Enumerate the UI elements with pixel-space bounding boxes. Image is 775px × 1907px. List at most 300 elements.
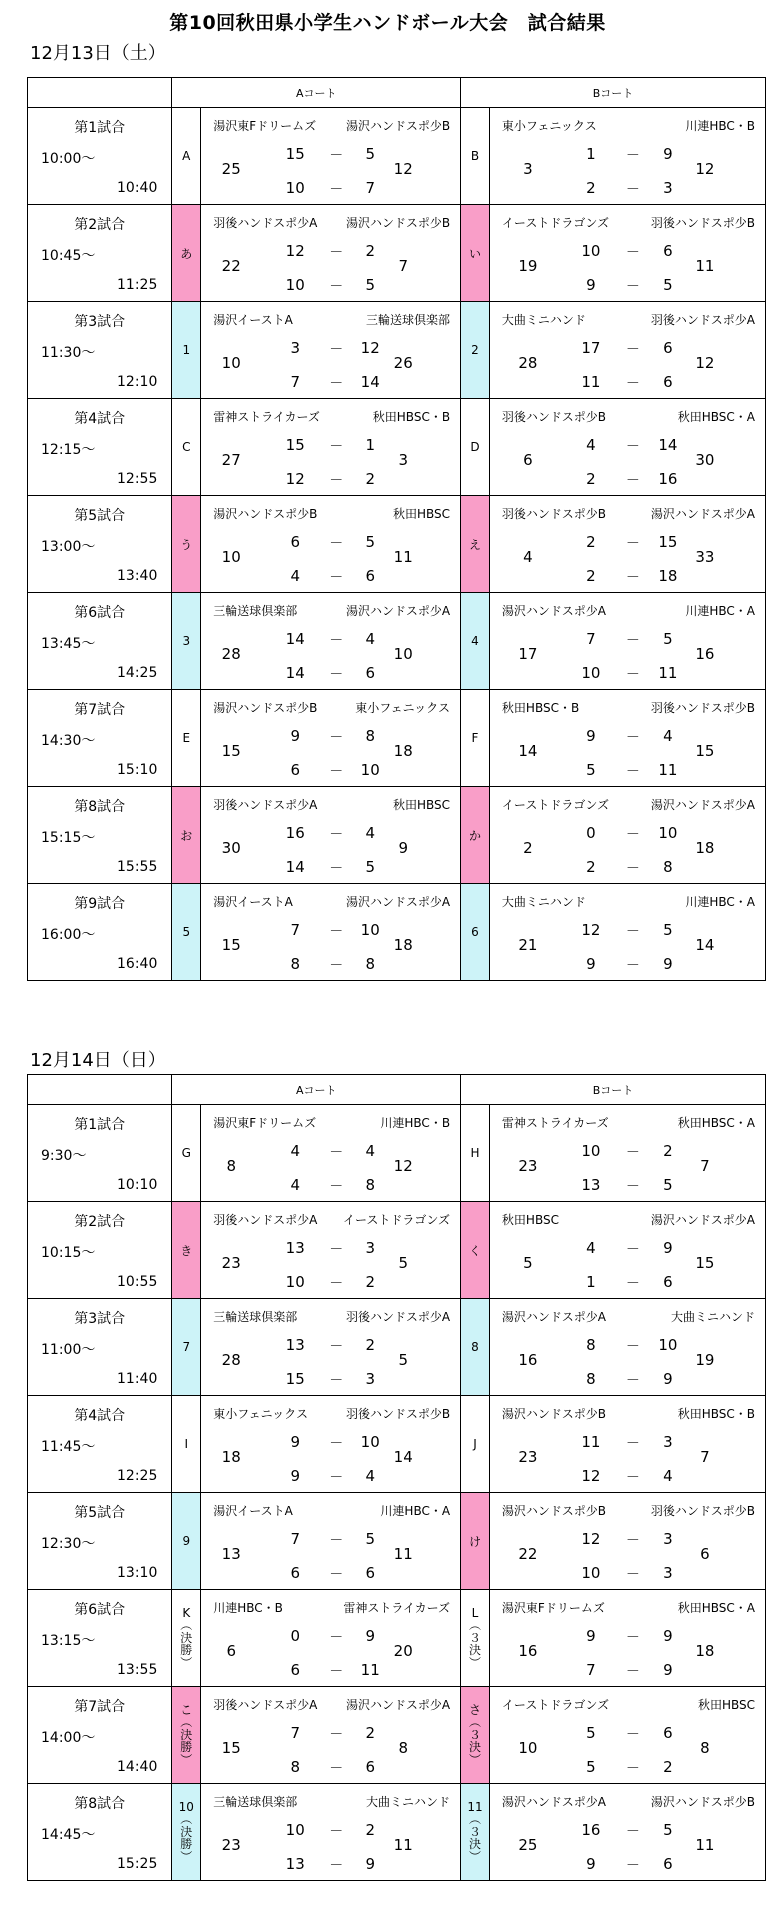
game-number: 第4試合	[74, 411, 126, 427]
game-number: 第1試合	[74, 1117, 126, 1133]
match-code: H	[461, 1105, 490, 1202]
score-separator: －	[625, 1727, 640, 1743]
match-code: う	[172, 496, 201, 593]
second-half-right-score: 10	[360, 761, 380, 779]
second-half-left-score: 10	[285, 179, 305, 197]
match-code-note: ︵	[468, 1618, 481, 1633]
game-number: 第7試合	[74, 1699, 126, 1715]
first-half-left-score: 0	[586, 824, 596, 842]
table-row	[28, 108, 766, 205]
first-half-right-score: 2	[365, 242, 375, 260]
team-right-total: 11	[393, 1836, 413, 1854]
score-separator: －	[329, 536, 344, 552]
team-left-total: 23	[518, 1448, 538, 1466]
match-cell	[489, 1299, 765, 1396]
team-right-name: 秋田HBSC	[697, 1698, 755, 1712]
second-half-left-score: 7	[290, 373, 300, 391]
score-separator: －	[625, 536, 640, 552]
match-cell	[489, 302, 765, 399]
table-row	[28, 496, 766, 593]
match-cell	[201, 1202, 461, 1299]
second-half-left-score: 8	[290, 1758, 300, 1776]
table-row	[28, 1105, 766, 1202]
match-cell	[201, 884, 461, 981]
game-info-cell	[28, 1687, 172, 1784]
first-half-left-score: 12	[581, 1530, 601, 1548]
team-right-total: 14	[695, 936, 715, 954]
end-time: 13:55	[117, 1662, 158, 1678]
team-right-total: 7	[398, 257, 408, 275]
start-time: 10:45～	[41, 248, 96, 264]
first-half-right-score: 6	[663, 339, 673, 357]
start-time: 13:15～	[41, 1633, 96, 1649]
first-half-right-score: 5	[365, 145, 375, 163]
second-half-right-score: 14	[360, 373, 380, 391]
game-number: 第8試合	[74, 1796, 126, 1812]
match-cell	[201, 1590, 461, 1687]
score-separator: －	[625, 473, 640, 489]
start-time: 13:00～	[41, 539, 96, 555]
team-right-total: 12	[393, 160, 413, 178]
team-right-name: 湯沢ハンドスポ少B	[345, 216, 451, 230]
match-code	[461, 1590, 490, 1687]
match-code-note: ︶	[468, 1752, 481, 1767]
match-code-note: ︶	[468, 1655, 481, 1670]
score-separator: －	[625, 182, 640, 198]
second-half-right-score: 11	[658, 761, 678, 779]
table-row	[28, 399, 766, 496]
team-left-name: 雷神ストライカーズ	[213, 410, 320, 424]
second-half-right-score: 5	[365, 858, 375, 876]
first-half-right-score: 2	[365, 1336, 375, 1354]
table-row	[28, 302, 766, 399]
score-separator: －	[329, 1276, 344, 1292]
score-separator: －	[625, 1470, 640, 1486]
team-left-name: 湯沢ハンドスポ少B	[213, 507, 318, 521]
match-cell	[201, 787, 461, 884]
team-left-name: 湯沢イーストA	[213, 313, 293, 327]
end-time: 15:10	[117, 762, 158, 778]
table-row	[28, 1493, 766, 1590]
match-code: F	[461, 690, 490, 787]
match-code: 6	[461, 884, 490, 981]
second-half-left-score: 2	[586, 470, 596, 488]
game-number: 第5試合	[74, 1505, 126, 1521]
match-code-note: 勝	[180, 1740, 193, 1755]
first-half-right-score: 14	[658, 436, 678, 454]
match-code-note: ︶	[180, 1752, 193, 1767]
end-time: 12:25	[117, 1468, 158, 1484]
team-left-name: 湯沢ハンドスポ少A	[501, 604, 607, 618]
first-half-right-score: 6	[663, 242, 673, 260]
second-half-right-score: 8	[663, 858, 673, 876]
first-half-left-score: 16	[581, 1821, 601, 1839]
game-number: 第6試合	[74, 605, 126, 621]
first-half-left-score: 9	[290, 1433, 300, 1451]
team-left-total: 15	[221, 1739, 241, 1757]
game-number: 第3試合	[74, 1311, 126, 1327]
first-half-left-score: 9	[586, 1627, 596, 1645]
match-cell	[201, 1493, 461, 1590]
team-right-name: 東小フェニックス	[355, 701, 451, 715]
team-left-name: 湯沢イーストA	[213, 895, 293, 909]
team-right-total: 11	[393, 548, 413, 566]
team-left-name: 大曲ミニハンド	[501, 895, 586, 909]
team-right-total: 5	[398, 1351, 408, 1369]
team-left-name: 三輪送球倶楽部	[213, 1795, 298, 1809]
first-half-right-score: 5	[365, 1530, 375, 1548]
first-half-left-score: 9	[586, 727, 596, 745]
game-number: 第5試合	[74, 508, 126, 524]
first-half-left-score: 7	[290, 1724, 300, 1742]
team-left-total: 25	[221, 160, 241, 178]
score-separator: －	[625, 376, 640, 392]
team-right-total: 11	[695, 257, 715, 275]
game-number: 第1試合	[74, 120, 126, 136]
table-row	[28, 884, 766, 981]
team-left-name: 湯沢ハンドスポ少A	[501, 1795, 607, 1809]
score-separator: －	[329, 1436, 344, 1452]
team-right-name: 秋田HBSC	[393, 507, 451, 521]
score-separator: －	[625, 1761, 640, 1777]
second-half-left-score: 10	[581, 664, 601, 682]
first-half-left-score: 4	[586, 436, 596, 454]
start-time: 15:15～	[41, 830, 96, 846]
match-cell	[489, 593, 765, 690]
match-cell	[489, 1493, 765, 1590]
match-code: 1	[172, 302, 201, 399]
second-half-right-score: 18	[658, 567, 678, 585]
team-right-total: 26	[393, 354, 413, 372]
game-info-cell	[28, 1784, 172, 1881]
first-half-right-score: 5	[663, 1821, 673, 1839]
header-blank-cell	[28, 1075, 172, 1105]
team-left-name: 三輪送球倶楽部	[213, 1310, 298, 1324]
team-right-name: 湯沢ハンドスポ少B	[345, 119, 451, 133]
team-right-total: 11	[393, 1545, 413, 1563]
start-time: 9:30～	[41, 1148, 87, 1164]
team-right-name: 羽後ハンドスポ少B	[650, 216, 755, 230]
team-right-total: 18	[393, 742, 413, 760]
team-right-name: 羽後ハンドスポ少B	[650, 1504, 755, 1518]
second-half-left-score: 5	[586, 761, 596, 779]
first-half-right-score: 8	[365, 727, 375, 745]
first-half-left-score: 12	[581, 921, 601, 939]
team-left-total: 15	[221, 742, 241, 760]
day-label: 12月14日（日）	[30, 1050, 166, 1071]
score-separator: －	[625, 1436, 640, 1452]
team-right-total: 11	[695, 1836, 715, 1854]
match-cell	[489, 108, 765, 205]
match-code	[172, 1687, 201, 1784]
second-half-left-score: 5	[586, 1758, 596, 1776]
game-info-cell	[28, 205, 172, 302]
first-half-right-score: 1	[365, 436, 375, 454]
team-right-total: 8	[700, 1739, 710, 1757]
match-code-label: 11	[467, 1799, 483, 1814]
score-separator: －	[625, 279, 640, 295]
header-blank-cell	[28, 78, 172, 108]
first-half-left-score: 10	[581, 1142, 601, 1160]
score-separator: －	[625, 667, 640, 683]
match-cell	[489, 787, 765, 884]
team-left-name: 大曲ミニハンド	[501, 313, 586, 327]
match-cell	[201, 1299, 461, 1396]
schedule-table	[27, 77, 766, 981]
first-half-right-score: 9	[663, 145, 673, 163]
score-separator: －	[625, 1276, 640, 1292]
second-half-right-score: 6	[365, 1758, 375, 1776]
table-row	[28, 1784, 766, 1881]
match-code: C	[172, 399, 201, 496]
team-right-name: 雷神ストライカーズ	[343, 1601, 451, 1615]
start-time: 12:30～	[41, 1536, 96, 1552]
second-half-left-score: 9	[290, 1467, 300, 1485]
team-right-name: 羽後ハンドスポ少A	[345, 1310, 451, 1324]
end-time: 13:10	[117, 1565, 158, 1581]
first-half-right-score: 4	[365, 824, 375, 842]
team-right-total: 8	[398, 1739, 408, 1757]
team-left-total: 18	[221, 1448, 241, 1466]
score-separator: －	[625, 861, 640, 877]
team-left-total: 17	[518, 645, 538, 663]
first-half-left-score: 2	[586, 533, 596, 551]
match-code: 8	[461, 1299, 490, 1396]
end-time: 11:40	[117, 1371, 158, 1387]
second-half-right-score: 3	[365, 1370, 375, 1388]
team-left-total: 28	[221, 1351, 241, 1369]
second-half-right-score: 6	[365, 567, 375, 585]
score-separator: －	[329, 1858, 344, 1874]
score-separator: －	[329, 861, 344, 877]
score-separator: －	[329, 245, 344, 261]
second-half-right-score: 6	[663, 1855, 673, 1873]
second-half-right-score: 2	[663, 1758, 673, 1776]
team-right-total: 18	[695, 839, 715, 857]
team-left-name: 湯沢イーストA	[213, 1504, 293, 1518]
first-half-right-score: 10	[360, 921, 380, 939]
start-time: 10:15～	[41, 1245, 96, 1261]
score-separator: －	[329, 1727, 344, 1743]
first-half-right-score: 3	[663, 1530, 673, 1548]
first-half-right-score: 4	[663, 727, 673, 745]
second-half-right-score: 9	[663, 1370, 673, 1388]
court-a-header: Aコート	[172, 1075, 461, 1105]
match-code-label: こ	[180, 1702, 193, 1717]
table-row	[28, 1687, 766, 1784]
team-left-total: 22	[221, 257, 241, 275]
team-left-total: 28	[518, 354, 538, 372]
match-code: 7	[172, 1299, 201, 1396]
second-half-left-score: 6	[290, 1661, 300, 1679]
first-half-left-score: 4	[290, 1142, 300, 1160]
score-separator: －	[625, 342, 640, 358]
team-right-name: 川連HBC・A	[380, 1504, 451, 1518]
first-half-left-score: 0	[290, 1627, 300, 1645]
team-left-name: 川連HBC・B	[213, 1601, 283, 1615]
score-separator: －	[625, 1533, 640, 1549]
game-number: 第7試合	[74, 702, 126, 718]
first-half-right-score: 9	[663, 1627, 673, 1645]
match-code	[172, 1784, 201, 1881]
team-left-total: 3	[523, 160, 533, 178]
team-right-total: 7	[700, 1157, 710, 1175]
team-left-name: 羽後ハンドスポ少A	[213, 798, 318, 812]
score-separator: －	[329, 148, 344, 164]
first-half-left-score: 7	[586, 630, 596, 648]
team-right-total: 19	[695, 1351, 715, 1369]
score-separator: －	[625, 1373, 640, 1389]
second-half-left-score: 1	[586, 1273, 596, 1291]
table-row	[28, 1590, 766, 1687]
team-right-name: 川連HBC・B	[380, 1116, 451, 1130]
team-right-total: 14	[393, 1448, 413, 1466]
start-time: 11:45～	[41, 1439, 96, 1455]
end-time: 11:25	[117, 277, 158, 293]
score-separator: －	[329, 279, 344, 295]
first-half-right-score: 10	[658, 824, 678, 842]
game-info-cell	[28, 302, 172, 399]
score-separator: －	[329, 473, 344, 489]
match-code: I	[172, 1396, 201, 1493]
table-header-row	[28, 1075, 766, 1105]
game-info-cell	[28, 1105, 172, 1202]
score-separator: －	[329, 1242, 344, 1258]
first-half-left-score: 6	[290, 533, 300, 551]
game-number: 第4試合	[74, 1408, 126, 1424]
table-row	[28, 1202, 766, 1299]
second-half-left-score: 2	[586, 179, 596, 197]
court-b-header: Bコート	[461, 78, 766, 108]
team-right-name: 湯沢ハンドスポ少A	[345, 895, 451, 909]
start-time: 12:15～	[41, 442, 96, 458]
second-half-left-score: 8	[586, 1370, 596, 1388]
team-left-total: 10	[221, 354, 241, 372]
score-separator: －	[625, 1630, 640, 1646]
team-right-name: 秋田HBSC・A	[677, 1116, 755, 1130]
match-cell	[201, 1105, 461, 1202]
match-code: え	[461, 496, 490, 593]
game-info-cell	[28, 399, 172, 496]
team-left-total: 28	[221, 645, 241, 663]
match-code	[172, 1590, 201, 1687]
team-left-total: 2	[523, 839, 533, 857]
first-half-right-score: 9	[663, 1239, 673, 1257]
score-separator: －	[329, 182, 344, 198]
team-right-name: 羽後ハンドスポ少B	[650, 701, 755, 715]
game-info-cell	[28, 1396, 172, 1493]
team-right-name: 秋田HBSC	[393, 798, 451, 812]
end-time: 15:55	[117, 859, 158, 875]
match-code: A	[172, 108, 201, 205]
match-code: く	[461, 1202, 490, 1299]
team-right-total: 15	[695, 1254, 715, 1272]
first-half-left-score: 5	[586, 1724, 596, 1742]
team-left-name: 東小フェニックス	[213, 1407, 309, 1421]
match-cell	[489, 1687, 765, 1784]
score-separator: －	[329, 376, 344, 392]
second-half-right-score: 16	[658, 470, 678, 488]
score-separator: －	[329, 1761, 344, 1777]
table-row	[28, 1396, 766, 1493]
team-right-name: 秋田HBSC・A	[677, 1601, 755, 1615]
score-separator: －	[625, 924, 640, 940]
team-left-name: 羽後ハンドスポ少B	[501, 410, 607, 424]
team-left-name: 湯沢東Fドリームズ	[213, 1116, 317, 1130]
end-time: 15:25	[117, 1856, 158, 1872]
team-right-name: 秋田HBSC・A	[677, 410, 755, 424]
score-separator: －	[625, 570, 640, 586]
team-left-total: 23	[221, 1254, 241, 1272]
match-code: 4	[461, 593, 490, 690]
court-b-header: Bコート	[461, 1075, 766, 1105]
team-left-total: 10	[518, 1739, 538, 1757]
second-half-left-score: 15	[285, 1370, 305, 1388]
game-number: 第2試合	[74, 217, 126, 233]
end-time: 10:10	[117, 1177, 158, 1193]
score-separator: －	[625, 958, 640, 974]
match-cell	[201, 593, 461, 690]
page-title: 第10回秋田県小学生ハンドボール大会 試合結果	[169, 12, 606, 34]
first-half-left-score: 9	[290, 727, 300, 745]
second-half-right-score: 5	[663, 1176, 673, 1194]
first-half-left-score: 8	[586, 1336, 596, 1354]
match-code-label: さ	[468, 1702, 481, 1717]
team-left-name: 湯沢ハンドスポ少B	[213, 701, 318, 715]
match-cell	[489, 1784, 765, 1881]
score-separator: －	[329, 958, 344, 974]
match-code-note: 決	[180, 1727, 193, 1742]
team-right-name: イーストドラゴンズ	[343, 1213, 451, 1227]
team-left-name: 湯沢ハンドスポ少B	[501, 1407, 607, 1421]
first-half-right-score: 10	[360, 1433, 380, 1451]
team-right-total: 12	[695, 160, 715, 178]
team-left-name: 三輪送球倶楽部	[213, 604, 298, 618]
match-code-note: 決	[468, 1643, 481, 1658]
second-half-right-score: 9	[663, 955, 673, 973]
score-separator: －	[329, 924, 344, 940]
match-code: E	[172, 690, 201, 787]
team-left-name: イーストドラゴンズ	[501, 1698, 609, 1712]
second-half-left-score: 11	[581, 373, 601, 391]
table-row	[28, 593, 766, 690]
first-half-left-score: 13	[285, 1239, 305, 1257]
first-half-left-score: 3	[290, 339, 300, 357]
match-code-note: ３	[468, 1630, 481, 1645]
score-separator: －	[625, 148, 640, 164]
game-number: 第2試合	[74, 1214, 126, 1230]
second-half-right-score: 11	[658, 664, 678, 682]
second-half-left-score: 10	[285, 276, 305, 294]
first-half-right-score: 5	[663, 921, 673, 939]
match-code-note: ︶	[180, 1655, 193, 1670]
team-right-name: 湯沢ハンドスポ少A	[345, 604, 451, 618]
score-separator: －	[625, 1824, 640, 1840]
match-code-label: L	[471, 1605, 479, 1620]
team-right-name: 川連HBC・A	[685, 604, 755, 618]
second-half-right-score: 6	[663, 373, 673, 391]
first-half-left-score: 16	[285, 824, 305, 842]
match-cell	[489, 399, 765, 496]
start-time: 14:00～	[41, 1730, 96, 1746]
team-left-total: 8	[226, 1157, 236, 1175]
start-time: 14:30～	[41, 733, 96, 749]
game-info-cell	[28, 1493, 172, 1590]
first-half-right-score: 2	[365, 1724, 375, 1742]
team-left-name: 秋田HBSC・B	[501, 701, 580, 715]
team-left-total: 16	[518, 1642, 538, 1660]
match-code-note: 勝	[180, 1837, 193, 1852]
